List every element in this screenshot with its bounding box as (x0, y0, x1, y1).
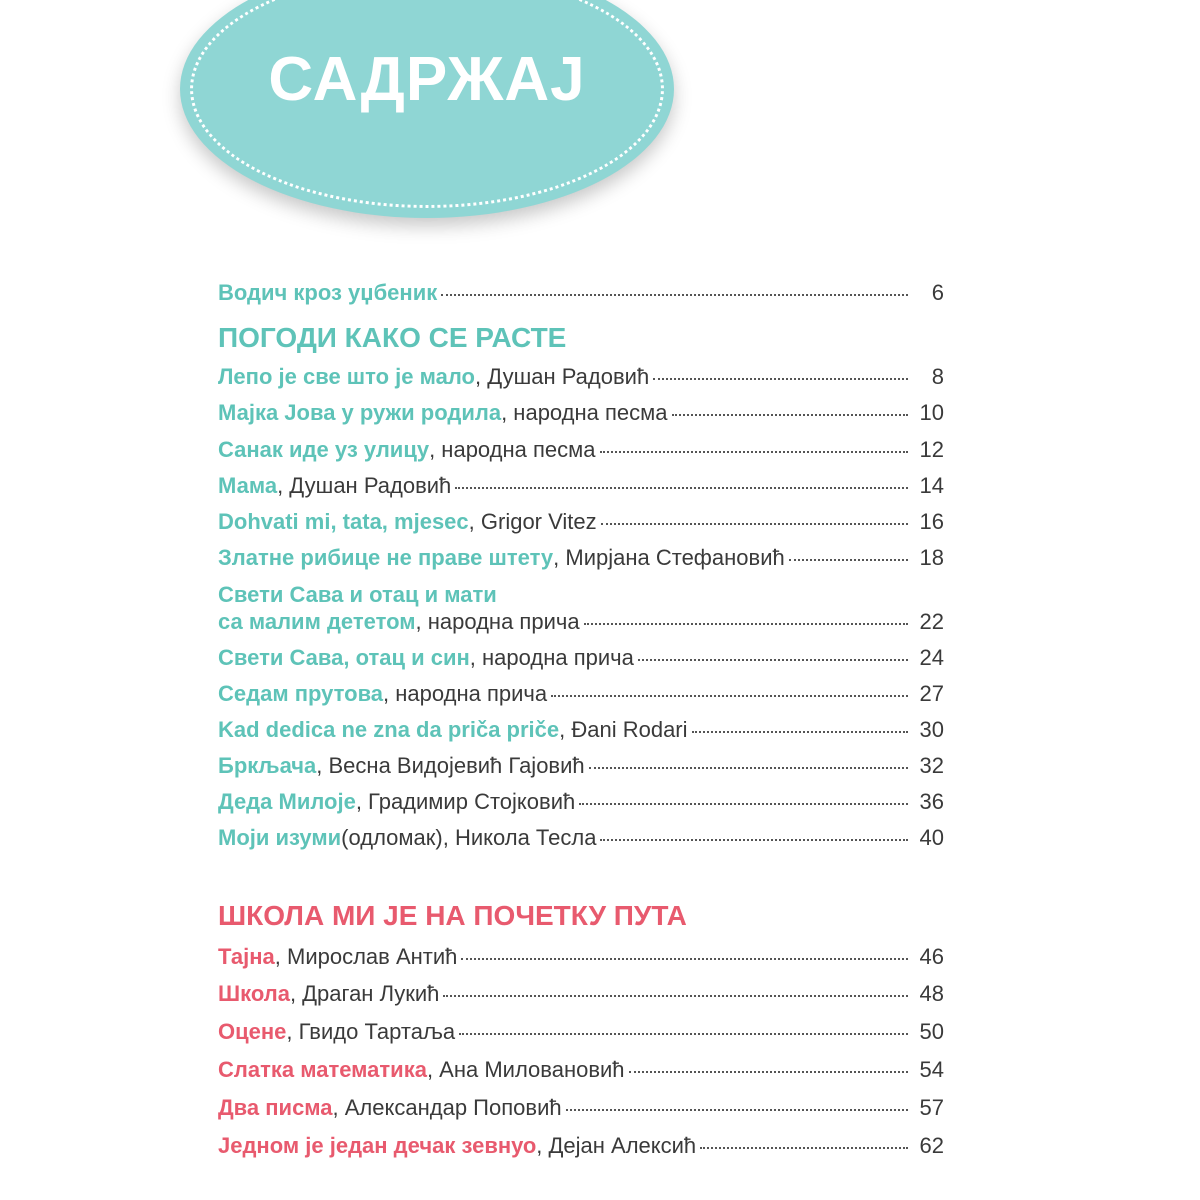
page-number: 16 (919, 509, 944, 534)
page-number: 22 (919, 609, 944, 634)
toc-entry[interactable] (218, 473, 944, 499)
page-number: 32 (919, 753, 944, 778)
entry-author: , Дејан Алексић (536, 1133, 697, 1158)
toc-entry[interactable] (218, 400, 944, 426)
entry-title: Kad dedica ne zna da priča priče (218, 717, 560, 742)
dot-leader (638, 659, 908, 661)
toc-entry[interactable] (218, 609, 944, 635)
entry-author: , Александар Поповић (332, 1095, 562, 1120)
entry-author: , Ана Миловановић (426, 1057, 625, 1082)
toc-entry[interactable] (218, 645, 944, 671)
entry-author: , Драган Лукић (289, 981, 440, 1006)
dot-leader (461, 958, 908, 960)
dot-leader (441, 294, 908, 296)
page-number: 40 (919, 825, 944, 850)
page-number: 24 (919, 645, 944, 670)
toc-entry[interactable] (218, 981, 944, 1007)
page-number: 50 (919, 1019, 944, 1044)
entry-title: Лепо је све што је мало (218, 364, 475, 389)
toc-entry[interactable] (218, 1057, 944, 1083)
toc-entry[interactable] (218, 509, 944, 535)
entry-author: (одломак), Никола Тесла (341, 825, 597, 850)
toc-entry-guide[interactable] (218, 280, 944, 306)
page-number: 14 (919, 473, 944, 498)
page-number: 12 (919, 437, 944, 462)
dot-leader (692, 731, 908, 733)
page-number: 46 (919, 944, 944, 969)
entry-title: Седам прутова (218, 681, 384, 706)
table-of-contents (218, 0, 944, 1200)
page-number: 54 (919, 1057, 944, 1082)
toc-entry[interactable] (218, 681, 944, 707)
page-number: 62 (919, 1133, 944, 1158)
entry-author: , Гвидо Тартаља (286, 1019, 456, 1044)
entry-title: Тајна (218, 944, 275, 969)
entry-title: Златне рибице не праве штету (218, 545, 554, 570)
entry-title: Два писма (218, 1095, 333, 1120)
entry-author: , Grigor Vitez (468, 509, 597, 534)
toc-entry[interactable] (218, 944, 944, 970)
dot-leader (601, 523, 908, 525)
entry-author: , Đani Rodari (559, 717, 688, 742)
entry-author: , Мирослав Антић (274, 944, 458, 969)
entry-title: Мама (218, 473, 278, 498)
section-heading: ПОГОДИ КАКО СЕ РАСТЕ (218, 322, 567, 353)
page-number: 30 (919, 717, 944, 742)
entry-title: Бркљача (218, 753, 317, 778)
dot-leader (600, 839, 908, 841)
toc-entry[interactable] (218, 1019, 944, 1045)
page-number: 48 (919, 981, 944, 1006)
toc-entry[interactable] (218, 753, 944, 779)
page-number: 6 (931, 280, 944, 305)
page-number: 18 (919, 545, 944, 570)
toc-entry[interactable] (218, 1133, 944, 1159)
entry-author: , Градимир Стојковић (355, 789, 576, 814)
dot-leader (700, 1147, 908, 1149)
entry-title: Водич кроз уџбеник (218, 280, 438, 305)
dot-leader (672, 414, 908, 416)
entry-author: , народна прича (383, 681, 548, 706)
dot-leader (584, 623, 908, 625)
dot-leader (589, 767, 908, 769)
dot-leader (455, 487, 908, 489)
toc-entry[interactable] (218, 789, 944, 815)
toc-entry[interactable] (218, 825, 944, 851)
page-number: 8 (931, 364, 944, 389)
dot-leader (629, 1071, 908, 1073)
toc-entry-title-line1[interactable] (218, 582, 497, 608)
entry-author: , Весна Видојевић Гајовић (316, 753, 585, 778)
dot-leader (566, 1109, 908, 1111)
dot-leader (459, 1033, 908, 1035)
entry-title: Моји изуми (218, 825, 342, 850)
page-number: 10 (919, 400, 944, 425)
toc-entry[interactable] (218, 437, 944, 463)
page-number: 27 (919, 681, 944, 706)
entry-title: са малим дететом (218, 609, 416, 634)
entry-title: Школа (218, 981, 290, 1006)
toc-entry[interactable] (218, 1095, 944, 1121)
entry-author: , народна песма (429, 437, 596, 462)
dot-leader (443, 995, 908, 997)
entry-author: , народна песма (501, 400, 668, 425)
page-number: 36 (919, 789, 944, 814)
entry-title: Свети Сава и отац и мати (218, 582, 497, 607)
entry-author: , народна прича (469, 645, 634, 670)
dot-leader (551, 695, 908, 697)
entry-title: Санак иде уз улицу (218, 437, 430, 462)
page-number: 57 (919, 1095, 944, 1120)
dot-leader (579, 803, 908, 805)
dot-leader (600, 451, 908, 453)
dot-leader (789, 559, 908, 561)
section-heading: ШКОЛА МИ ЈЕ НА ПОЧЕТКУ ПУТА (218, 900, 687, 931)
page-title: САДРЖАЈ (268, 45, 586, 114)
entry-title: Деда Милоје (218, 789, 356, 814)
entry-title: Једном је један дечак зевнуо (218, 1133, 537, 1158)
toc-entry[interactable] (218, 717, 944, 743)
entry-title: Dohvati mi, tata, mjesec (218, 509, 469, 534)
entry-author: , Душан Радовић (277, 473, 452, 498)
dot-leader (653, 378, 908, 380)
entry-author: , Душан Радовић (474, 364, 650, 389)
entry-title: Мајка Јова у ружи родила (218, 400, 502, 425)
toc-entry[interactable] (218, 364, 944, 390)
entry-title: Оцене (218, 1019, 287, 1044)
entry-author: , Мирјана Стефановић (553, 545, 785, 570)
entry-author: , народна прича (415, 609, 580, 634)
entry-title: Свети Сава, отац и син (218, 645, 470, 670)
toc-entry[interactable] (218, 545, 944, 571)
entry-title: Слатка математика (218, 1057, 427, 1082)
